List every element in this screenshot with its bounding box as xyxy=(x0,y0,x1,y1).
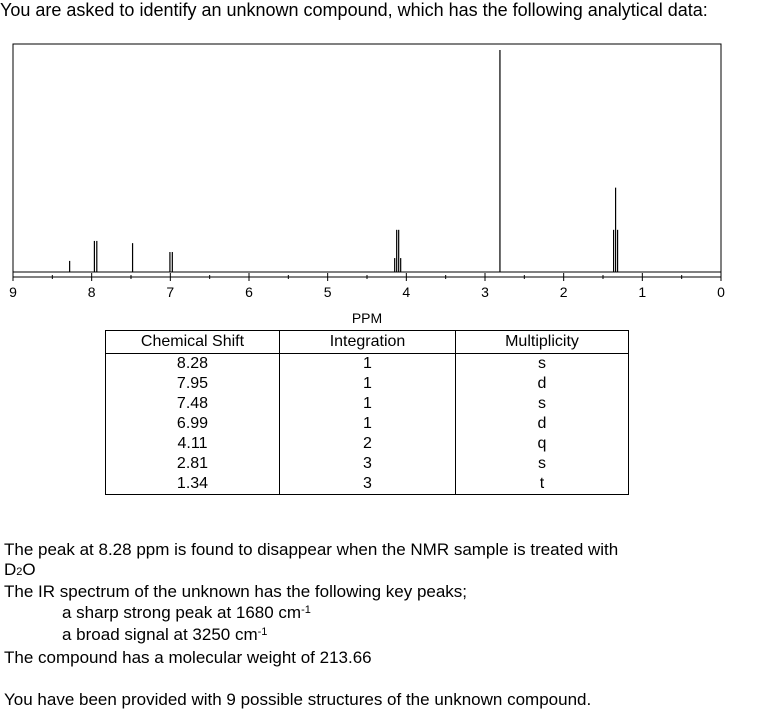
table-row xyxy=(106,354,629,375)
molecular-weight: The compound has a molecular weight of 213.66 xyxy=(4,648,372,667)
ir-peak-2 xyxy=(62,625,267,645)
d2o-note-line: The peak at 8.28 ppm is found to disappear when the NMR sample is treated with xyxy=(4,540,619,559)
cell-multiplicity: s xyxy=(456,354,629,375)
table-header-chemical-shift: Chemical Shift xyxy=(106,331,280,354)
cell-multiplicity: s xyxy=(456,454,629,474)
nmr-peak xyxy=(395,230,401,272)
intro-text: You are asked to identify an unknown compound, which has the following analytical data: xyxy=(0,0,708,20)
table-header-integration: Integration xyxy=(280,331,456,354)
ir-peak-2-sup: -1 xyxy=(257,626,268,638)
cell-shift: 6.99 xyxy=(106,414,280,434)
x-tick-label: 2 xyxy=(559,284,568,300)
cell-integration: 3 xyxy=(280,474,456,495)
nmr-spectrum xyxy=(0,40,764,330)
d2o-subscript: 2 xyxy=(16,566,23,578)
x-tick-label: 3 xyxy=(481,284,489,300)
table-row xyxy=(106,394,629,414)
table-header-multiplicity: Multiplicity xyxy=(456,331,629,354)
nmr-data-table xyxy=(105,330,629,495)
d2o-o: O xyxy=(22,560,36,579)
x-tick-label: 4 xyxy=(402,284,411,300)
cell-multiplicity: d xyxy=(456,374,629,394)
cell-shift: 7.95 xyxy=(106,374,280,394)
nmr-peak xyxy=(170,252,172,272)
cell-integration: 1 xyxy=(280,414,456,434)
cell-integration: 3 xyxy=(280,454,456,474)
cell-shift: 4.11 xyxy=(106,434,280,454)
x-tick-label: 9 xyxy=(9,284,17,300)
nmr-peak xyxy=(614,188,618,272)
ir-peak-1 xyxy=(62,603,311,623)
cell-multiplicity: t xyxy=(456,474,629,495)
structures-note: You have been provided with 9 possible structures of the unknown compound. xyxy=(4,690,592,709)
cell-integration: 1 xyxy=(280,394,456,414)
x-tick-label: 0 xyxy=(717,284,725,300)
d2o-d: D xyxy=(4,560,17,579)
x-tick-label: 6 xyxy=(245,284,253,300)
cell-integration: 1 xyxy=(280,374,456,394)
table-row xyxy=(106,414,629,434)
cell-shift: 8.28 xyxy=(106,354,280,375)
ir-peak-2-text: a broad signal at 3250 cm xyxy=(62,625,258,644)
x-tick-label: 1 xyxy=(638,284,647,300)
ir-intro: The IR spectrum of the unknown has the following key peaks; xyxy=(4,582,468,601)
cell-shift: 7.48 xyxy=(106,394,280,414)
cell-shift: 2.81 xyxy=(106,454,280,474)
x-tick-label: 5 xyxy=(323,284,332,300)
cell-multiplicity: d xyxy=(456,414,629,434)
cell-multiplicity: q xyxy=(456,434,629,454)
d2o-note xyxy=(4,540,744,582)
table-row xyxy=(106,454,629,474)
cell-integration: 2 xyxy=(280,434,456,454)
nmr-peak xyxy=(94,241,96,272)
spectrum-frame xyxy=(13,44,721,277)
cell-multiplicity: s xyxy=(456,394,629,414)
ir-peak-1-text: a sharp strong peak at 1680 cm xyxy=(62,603,302,622)
cell-shift: 1.34 xyxy=(106,474,280,495)
table-row xyxy=(106,434,629,454)
x-axis-label: PPM xyxy=(351,310,383,326)
spectrum-peaks xyxy=(70,50,618,272)
x-axis-tick-labels xyxy=(9,284,725,300)
x-tick-label: 8 xyxy=(87,284,96,300)
x-tick-label: 7 xyxy=(166,284,175,300)
ir-peak-1-sup: -1 xyxy=(301,604,311,616)
table-row xyxy=(106,474,629,495)
table-row xyxy=(106,374,629,394)
cell-integration: 1 xyxy=(280,354,456,375)
